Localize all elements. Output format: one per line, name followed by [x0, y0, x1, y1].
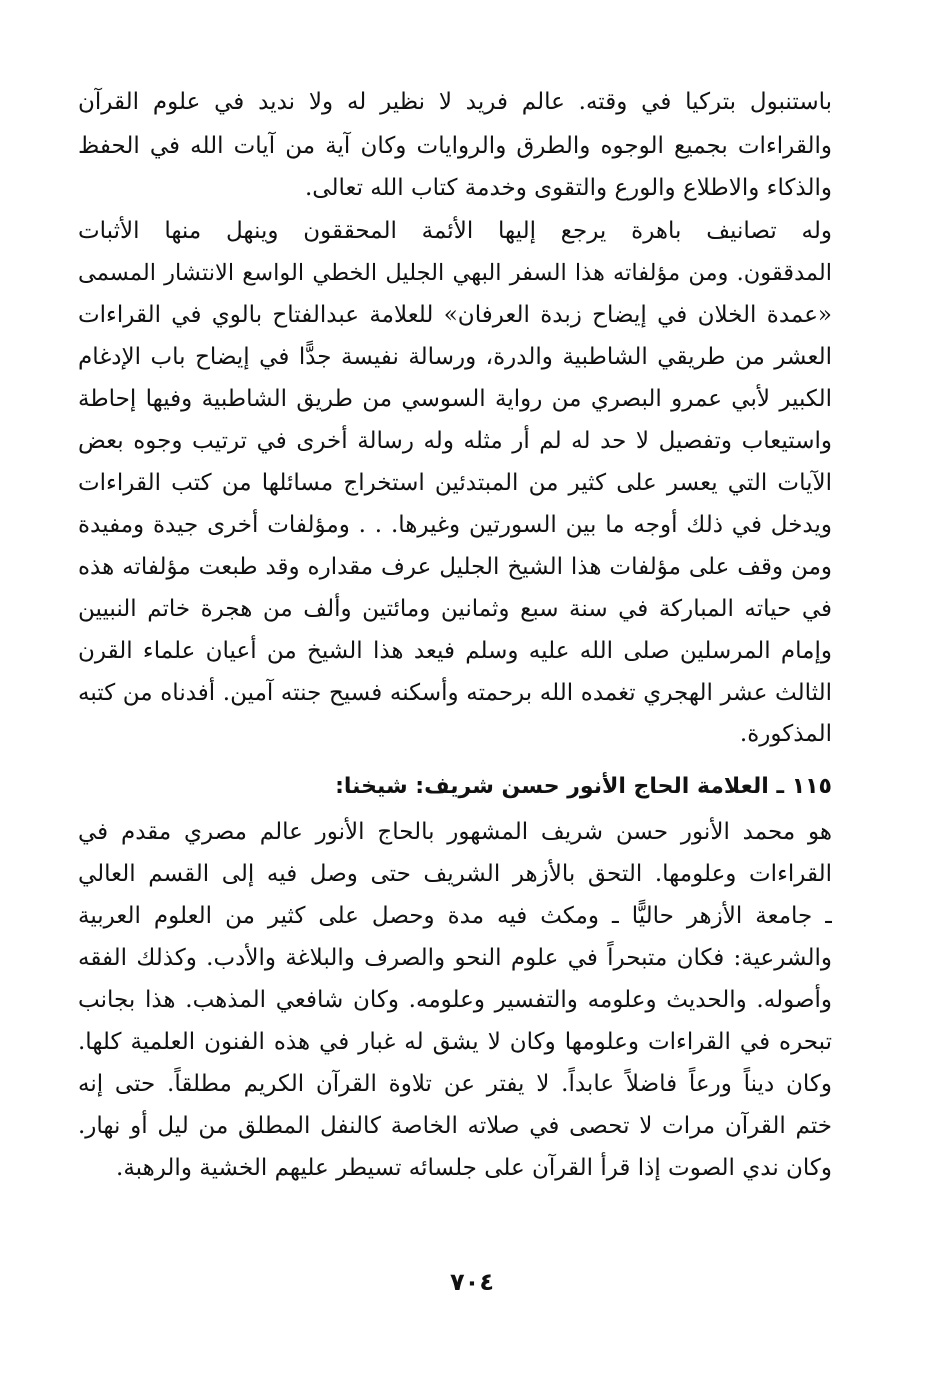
text-line: وكان ديناً ورعاً فاضلاً عابداً. لا يفتر عن تلاوة القرآن الكريم مطلقاً. حتى إنه: [78, 1071, 832, 1097]
text-line: ويدخل في ذلك أوجه ما بين السورتين وغيرها. . . ومؤلفات أخرى جيدة ومفيدة: [78, 512, 832, 538]
text-line: واستيعاب وتفصيل لا حد له لم أر مثله وله رسالة أخرى في ترتيب وجوه بعض: [78, 428, 832, 454]
text-line: وإمام المرسلين صلى الله عليه وسلم فيعد هذا الشيخ من أعيان علماء القرن: [78, 638, 832, 664]
text-line: ختم القرآن مرات لا تحصى في صلاته الخاصة كالنفل المطلق من ليل أو نهار.: [78, 1113, 832, 1139]
text-line: ـ جامعة الأزهر حاليًّا ـ ومكث فيه مدة وحصل على كثير من العلوم العربية: [78, 903, 832, 929]
text-line: الآيات التي يعسر على كثير من المبتدئين استخراج مسائلها من كتب القراءات: [78, 470, 832, 496]
text-line: باستنبول بتركيا في وقته. عالم فريد لا نظير له ولا نديد في علوم القرآن: [78, 89, 832, 115]
text-line: هو محمد الأنور حسن شريف المشهور بالحاج الأنور عالم مصري مقدم في: [78, 819, 832, 845]
text-line: في حياته المباركة في سنة سبع وثمانين ومائتين وألف من هجرة خاتم النبيين: [78, 596, 832, 622]
text-line: القراءات وعلومها. التحق بالأزهر الشريف حتى وصل فيه إلى القسم العالي: [78, 861, 832, 887]
text-line: وله تصانيف باهرة يرجع إليها الأئمة المحققون وينهل منها الأثبات: [78, 218, 832, 244]
text-line: المذكورة.: [739, 721, 832, 747]
text-line: وكان ندي الصوت إذا قرأ القرآن على جلسائه تسيطر عليهم الخشية والرهبة.: [116, 1155, 832, 1181]
text-line: العشر من طريقي الشاطبية والدرة، ورسالة نفيسة جدًّا في إيضاح باب الإدغام: [78, 344, 832, 370]
text-line: الثالث عشر الهجري تغمده الله برحمته وأسكنه فسيح جنته آمين. أفدناه من كتبه: [78, 680, 832, 706]
text-line: والشرعية: فكان متبحراً في علوم النحو والصرف والبلاغة والأدب. وكذلك الفقه: [78, 945, 832, 971]
text-line: المدققون. ومن مؤلفاته هذا السفر البهي الجليل الخطي الواسع الانتشار المسمى: [78, 260, 832, 286]
text-line: والذكاء والاطلاع والورع والتقوى وخدمة كتاب الله تعالى.: [304, 175, 832, 201]
section-heading: ١١٥ ـ العلامة الحاج الأنور حسن شريف: شيخنا:: [335, 774, 832, 799]
text-line: ومن وقف على مؤلفات هذا الشيخ الجليل عرف مقداره وقد طبعت مؤلفاته هذه: [78, 554, 832, 580]
text-line: والقراءات بجميع الوجوه والطرق والروايات وكان آية من آيات الله في الحفظ: [78, 133, 832, 159]
text-line: «عمدة الخلان في إيضاح زبدة العرفان» للعلامة عبدالفتاح بالوي في القراءات: [78, 302, 832, 328]
text-line: الكبير لأبي عمرو البصري من رواية السوسي من طريق الشاطبية وفيها إحاطة: [78, 386, 832, 412]
page-number: ٧٠٤: [450, 1268, 494, 1296]
text-line: تبحره في القراءات وعلومها وكان لا يشق له غبار في هذه الفنون العلمية كلها.: [78, 1029, 832, 1055]
text-line: وأصوله. والحديث وعلومه والتفسير وعلومه. وكان شافعي المذهب. هذا بجانب: [78, 987, 832, 1013]
